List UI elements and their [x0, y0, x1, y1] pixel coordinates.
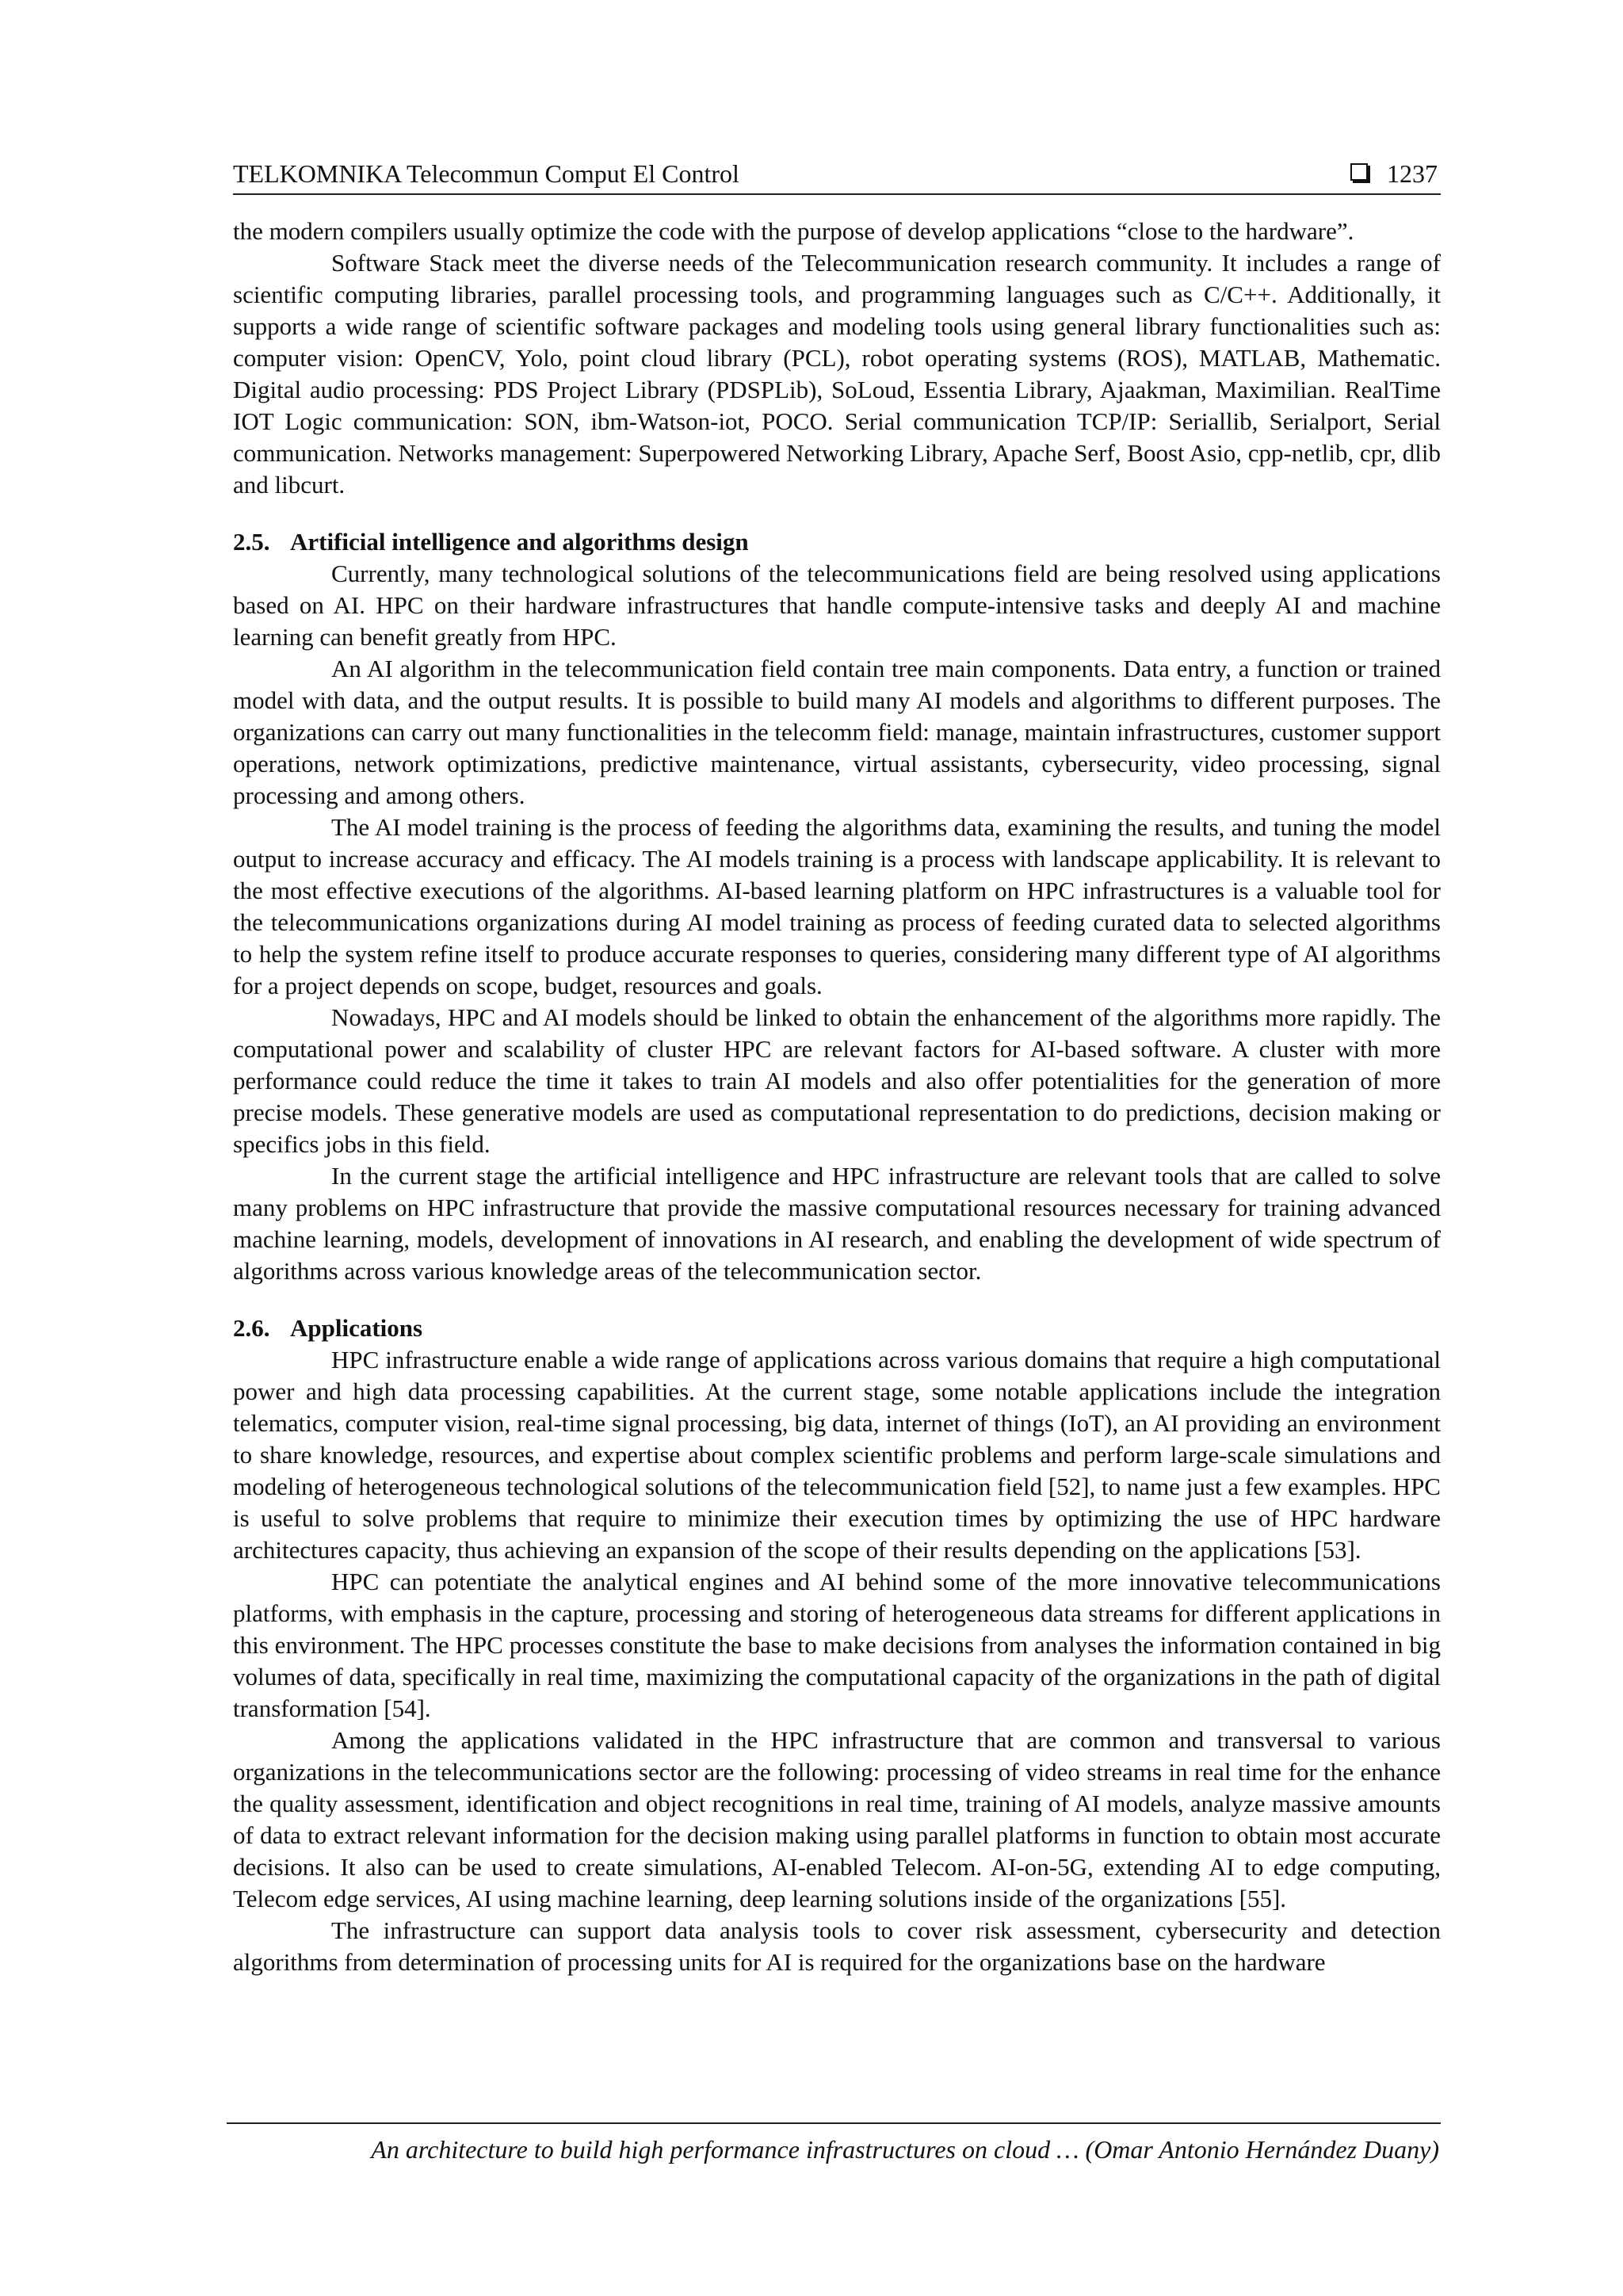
page-header	[233, 155, 1441, 195]
page-number: 1237	[1387, 159, 1438, 188]
paragraph: The AI model training is the process of feeding the algorithms data, examining the results, and tuning the model output to increase accuracy and efficacy. The AI models training is a process with landscape applicability. It is relevant to the most effective executions of the algorithms. AI-based learning platform on HPC infrastructures is a valuable tool for the telecommunications organizations during AI model training as process of feeding curated data to selected algorithms to help the system refine itself to produce accurate responses to queries, considering many different type of AI algorithms for a project depends on scope, budget, resources and goals.	[233, 813, 1441, 999]
page-footer	[227, 2122, 1441, 2165]
paragraph: Nowadays, HPC and AI models should be linked to obtain the enhancement of the algorithms more rapidly. The computational power and scalability of cluster HPC are relevant factors for AI-based software. A cluster with more performance could reduce the time it takes to train AI models and also offer potentialities for the generation of more precise models. These generative models are used as computational representation to do predictions, decision making or specifics jobs in this field.	[233, 1003, 1441, 1158]
paragraph: Among the applications validated in the HPC infrastructure that are common and transversal to various organizations in the telecommunications sector are the following: processing of video streams in real time for the enhance the quality assessment, identification and object recognitions in real time, training of AI models, analyze massive amounts of data to extract relevant information for the decision making using parallel platforms in function to obtain most accurate decisions. It also can be used to create simulations, AI-enabled Telecom. AI-on-5G, extending AI to edge computing, Telecom edge services, AI using machine learning, deep learning solutions inside of the organizations [55].	[233, 1726, 1441, 1912]
section-number: 2.6.	[233, 1314, 270, 1342]
paragraph: In the current stage the artificial intelligence and HPC infrastructure are relevant tools that are called to solve many problems on HPC infrastructure that provide the massive computational resources necessary for training advanced machine learning, models, development of innovations in AI research, and enabling the development of wide spectrum of algorithms across various knowledge areas of the telecommunication sector.	[233, 1162, 1441, 1285]
body-text	[233, 216, 1441, 1978]
section-heading-2-5	[233, 526, 1441, 558]
section-number: 2.5.	[233, 528, 270, 556]
paragraph: The infrastructure can support data analysis tools to cover risk assessment, cybersecurity and detection algorithms from determination of processing units for AI is required for the organizations base on the hardware	[233, 1916, 1441, 1976]
section-title: Applications	[290, 1314, 423, 1342]
paragraph: HPC infrastructure enable a wide range of applications across various domains that require a high computational power and high data processing capabilities. At the current stage, some notable applications include the integration telematics, computer vision, real-time signal processing, big data, internet of things (IoT), an AI providing an environment to share knowledge, resources, and expertise about complex scientific problems and perform large-scale simulations and modeling of heterogeneous technological solutions of the telecommunication field [52], to name just a few examples. HPC is useful to solve problems that require to minimize their execution times by optimizing the use of HPC hardware architectures capacity, thus achieving an expansion of the scope of their results depending on the applications [53].	[233, 1346, 1441, 1564]
running-title: An architecture to build high performance infrastructures on cloud … (Omar Antonio Hernández Duany)	[371, 2135, 1439, 2164]
paragraph: HPC can potentiate the analytical engines and AI behind some of the more innovative telecommunications platforms, with emphasis in the capture, processing and storing of heterogeneous data streams for different applications in this environment. The HPC processes constitute the base to make decisions from analyses the information contained in big volumes of data, specifically in real time, maximizing the computational capacity of the organizations in the path of digital transformation [54].	[233, 1568, 1441, 1722]
paragraph-continued: the modern compilers usually optimize the code with the purpose of develop applications “close to the hardware”.	[233, 217, 1354, 245]
paragraph: Currently, many technological solutions of the telecommunications field are being resolved using applications based on AI. HPC on their hardware infrastructures that handle compute-intensive tasks and deeply AI and machine learning can benefit greatly from HPC.	[233, 560, 1441, 651]
section-heading-2-6	[233, 1312, 1441, 1344]
journal-title: TELKOMNIKA Telecommun Comput El Control	[233, 159, 739, 188]
square-bullet-icon	[1350, 163, 1368, 181]
paragraph-software-stack: Software Stack meet the diverse needs of the Telecommunication research community. It includes a range of scientific computing libraries, parallel processing tools, and programming languages such as C/C++. Additionally, it supports a wide range of scientific software packages and modeling tools using general library functionalities such as: computer vision: OpenCV, Yolo, point cloud library (PCL), robot operating systems (ROS), MATLAB, Mathematic. Digital audio processing: PDS Project Library (PDSPLib), SoLoud, Essentia Library, Ajaakman, Maximilian. RealTime IOT Logic communication: SON, ibm-Watson-iot, POCO. Serial communication TCP/IP: Seriallib, Serialport, Serial communication. Networks management: Superpowered Networking Library, Apache Serf, Boost Asio, cpp-netlib, cpr, dlib and libcurt.	[233, 249, 1441, 499]
paragraph: An AI algorithm in the telecommunication field contain tree main components. Data entry, a function or trained model with data, and the output results. It is possible to build many AI models and algorithms to different purposes. The organizations can carry out many functionalities in the telecomm field: manage, maintain infrastructures, customer support operations, network optimizations, predictive maintenance, virtual assistants, cybersecurity, video processing, signal processing and among others.	[233, 655, 1441, 809]
section-title: Artificial intelligence and algorithms design	[290, 528, 749, 556]
